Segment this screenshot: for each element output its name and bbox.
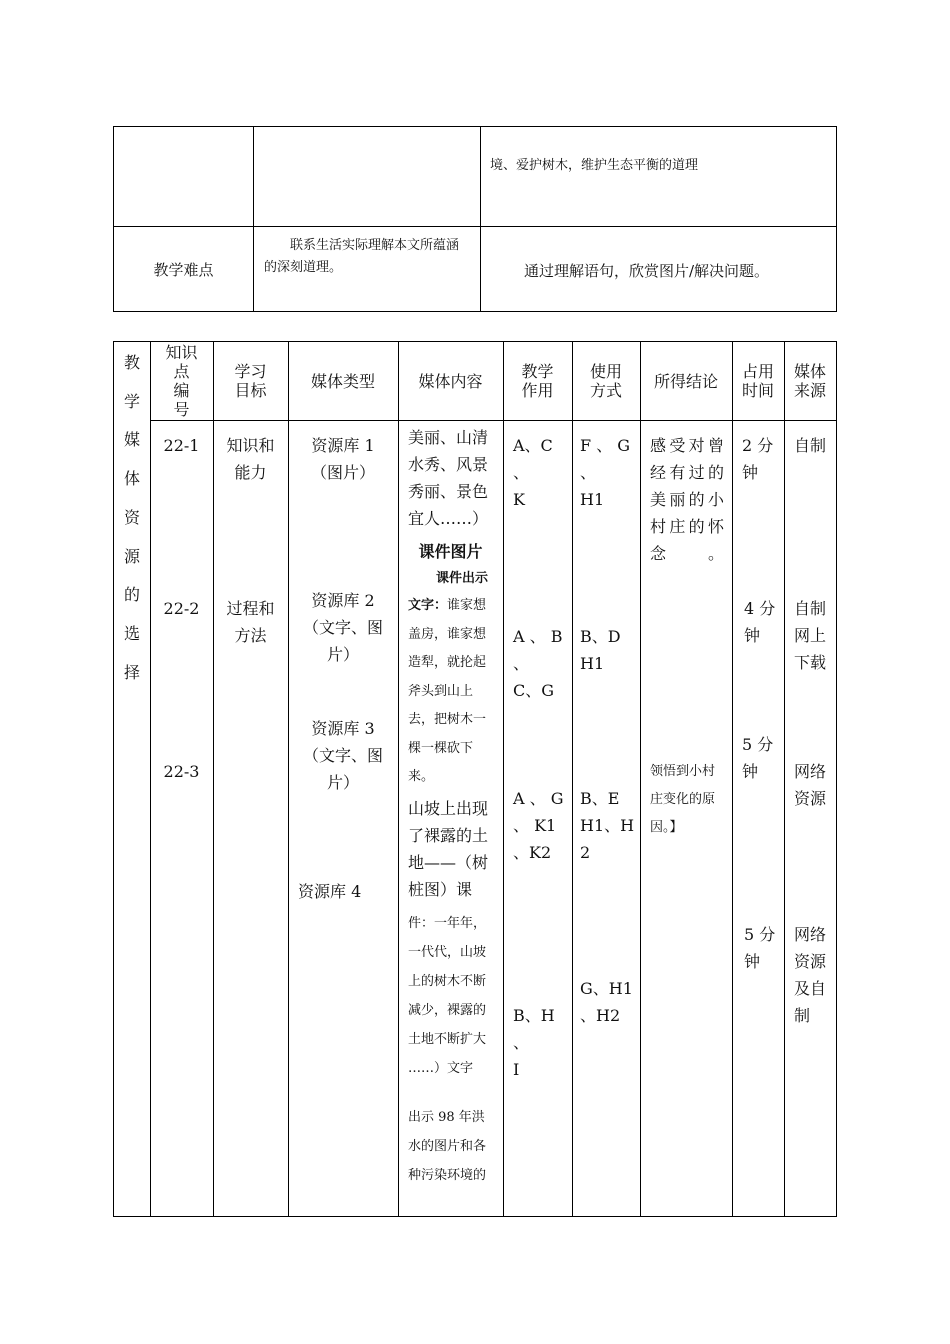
media-content-text: 件：一年年， 一代代，山坡 上的树木不断 减少，裸露的 土地不断扩大 ……）文字 [408,916,487,1076]
media-source: 网络 资源 [794,762,827,808]
usage-mode: B、D H1 [580,627,621,673]
teaching-role: A 、 G 、 K1 、K2 [513,789,564,862]
media-source: 自制 [794,436,827,455]
courseware-sub: 课件出示 [436,571,489,586]
header-conclusion: 所得结论 [653,371,718,391]
difficulty-method: 通过理解语句，欣赏图片/解决问题。 [524,262,770,280]
header-teaching-role: 教学 作用 [521,362,554,400]
media-content-text: 山坡上出现 了裸露的土 地——（树 桩图）课 [408,799,489,899]
learning-goal: 知识和 能力 [226,436,275,482]
header-media-content: 媒体内容 [418,371,483,391]
media-type: 资源库 1 （图片） [310,436,375,482]
knowledge-id: 22-1 [163,436,200,455]
usage-mode: G、H1 、H2 [580,979,633,1025]
media-type: 资源库 3 （文字、图 片） [302,719,383,792]
conclusion-text: 领悟到小村 庄变化的原 因。】 [650,764,716,835]
column-divider [253,127,254,311]
header-divider [150,420,836,421]
teaching-role: A 、 B 、 C、G [513,627,563,700]
top-table [113,126,837,312]
usage-mode: B、E H1、H 2 [580,789,635,862]
time-used: 5 分 钟 [742,735,774,781]
media-content-text: 出示 98 年洪 水的图片和各 种污染环境的 [408,1110,487,1183]
header-knowledge: 知识 点 编 号 [165,343,198,419]
quote-text: 谁家想 盖房，谁家想 造犁，就抡起 斧头到山上 去，把树木一 棵一棵砍下 来。 [408,598,487,784]
media-type: 资源库 4 [298,882,362,901]
column-divider [480,127,481,311]
media-table [113,341,837,1217]
knowledge-id: 22-3 [163,762,200,781]
teaching-role: A、C 、 K [513,436,553,509]
teaching-role: B、H 、 I [513,1006,555,1079]
column-divider [732,342,733,1216]
media-source: 网络 资源 及自 制 [794,925,827,1025]
time-used: 2 分 钟 [742,436,774,482]
column-divider [398,342,399,1216]
column-divider [784,342,785,1216]
goal-text-continued: 境、爱护树木，维护生态平衡的道理 [490,158,699,173]
difficulty-text: 联系生活实际理解本文所蕴涵的深刻道理。 [264,238,460,275]
column-divider [503,342,504,1216]
usage-mode: F 、 G 、 H1 [580,436,631,509]
header-time: 占用 时间 [741,362,774,400]
text-label: 文字： [408,598,448,613]
conclusion-text: 感受对曾 经有过的 美丽的小 村庄的怀 念。 [650,436,724,563]
time-used: 4 分 钟 [744,599,776,645]
side-label: 教学媒体资源的选择 [124,353,141,682]
header-usage: 使用 方式 [589,362,622,400]
media-content-text: 美丽、山清 水秀、风景 秀丽、景色 宜人……） [408,428,489,528]
learning-goal: 过程和 方法 [226,599,275,645]
row-divider [114,226,836,227]
media-type: 资源库 2 （文字、图 片） [302,591,383,664]
difficulty-label: 教学难点 [153,261,214,279]
column-divider [572,342,573,1216]
header-source: 媒体 来源 [793,362,826,400]
column-divider [640,342,641,1216]
time-used: 5 分 钟 [744,925,776,971]
media-content-text [408,592,486,792]
media-source: 自制 网上 下载 [794,599,827,672]
courseware-title: 课件图片 [418,542,483,561]
header-media-type: 媒体类型 [310,371,375,391]
knowledge-id: 22-2 [163,599,200,618]
header-goal: 学习 目标 [234,362,267,400]
